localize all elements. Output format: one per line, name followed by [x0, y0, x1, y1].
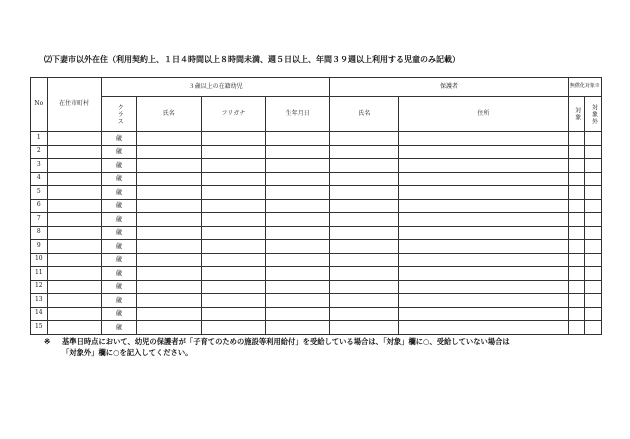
child-name-cell[interactable] [137, 186, 201, 200]
non-target-cell[interactable] [585, 132, 602, 146]
non-target-cell[interactable] [585, 267, 602, 281]
guardian-name-cell[interactable] [330, 240, 399, 254]
city-cell[interactable] [47, 145, 101, 159]
address-cell[interactable] [399, 145, 569, 159]
row-no: 2 [31, 145, 48, 159]
address-cell[interactable] [399, 294, 569, 308]
furigana-cell[interactable] [201, 307, 265, 321]
furigana-cell[interactable] [201, 213, 265, 227]
address-cell[interactable] [399, 253, 569, 267]
class-age-cell[interactable]: 歳 [101, 267, 136, 281]
class-age-cell[interactable]: 歳 [101, 172, 136, 186]
non-target-cell[interactable] [585, 159, 602, 173]
address-cell[interactable] [399, 132, 569, 146]
city-cell[interactable] [47, 267, 101, 281]
table-row [31, 294, 602, 308]
table-row [31, 145, 602, 159]
header-group-child: ３歳以上の在籍幼児 [101, 78, 330, 97]
child-name-cell[interactable] [137, 159, 201, 173]
furigana-cell[interactable] [201, 294, 265, 308]
header-city: 在住市町村 [47, 78, 101, 132]
target-cell[interactable] [568, 267, 585, 281]
target-cell[interactable] [568, 240, 585, 254]
address-cell[interactable] [399, 186, 569, 200]
child-name-cell[interactable] [137, 307, 201, 321]
row-no: 6 [31, 199, 48, 213]
target-cell[interactable] [568, 199, 585, 213]
row-no: 10 [31, 253, 48, 267]
target-cell[interactable] [568, 159, 585, 173]
target-cell[interactable] [568, 213, 585, 227]
city-cell[interactable] [47, 226, 101, 240]
class-age-cell[interactable]: 歳 [101, 280, 136, 294]
table-row [31, 159, 602, 173]
header-group-guardian: 保護者 [330, 78, 568, 97]
non-target-cell[interactable] [585, 213, 602, 227]
address-cell[interactable] [399, 199, 569, 213]
row-no: 3 [31, 159, 48, 173]
child-name-cell[interactable] [137, 253, 201, 267]
child-name-cell[interactable] [137, 280, 201, 294]
row-no: 11 [31, 267, 48, 281]
child-name-cell[interactable] [137, 321, 201, 335]
row-no: 5 [31, 186, 48, 200]
non-target-cell[interactable] [585, 294, 602, 308]
class-age-cell[interactable]: 歳 [101, 199, 136, 213]
non-target-cell[interactable] [585, 199, 602, 213]
city-cell[interactable] [47, 307, 101, 321]
child-name-cell[interactable] [137, 294, 201, 308]
non-target-cell[interactable] [585, 186, 602, 200]
class-age-cell[interactable]: 歳 [101, 321, 136, 335]
birthdate-cell[interactable] [266, 321, 330, 335]
address-cell[interactable] [399, 307, 569, 321]
guardian-name-cell[interactable] [330, 186, 399, 200]
child-name-cell[interactable] [137, 172, 201, 186]
birthdate-cell[interactable] [266, 145, 330, 159]
header-address: 住所 [399, 97, 569, 132]
row-no: 13 [31, 294, 48, 308]
furigana-cell[interactable] [201, 240, 265, 254]
guardian-name-cell[interactable] [330, 226, 399, 240]
header-non-target: 対象外 [585, 97, 602, 132]
note-mark: ※ [44, 337, 51, 346]
target-cell[interactable] [568, 226, 585, 240]
header-furigana: フリガナ [201, 97, 265, 132]
child-name-cell[interactable] [137, 199, 201, 213]
child-registration-table [30, 77, 602, 335]
note-line-2: 「対象外」欄に○を記入してください。 [62, 348, 193, 357]
birthdate-cell[interactable] [266, 307, 330, 321]
guardian-name-cell[interactable] [330, 213, 399, 227]
birthdate-cell[interactable] [266, 253, 330, 267]
furigana-cell[interactable] [201, 267, 265, 281]
birthdate-cell[interactable] [266, 159, 330, 173]
guardian-name-cell[interactable] [330, 267, 399, 281]
target-cell[interactable] [568, 280, 585, 294]
row-no: 12 [31, 280, 48, 294]
row-no: 15 [31, 321, 48, 335]
city-cell[interactable] [47, 186, 101, 200]
child-name-cell[interactable] [137, 213, 201, 227]
non-target-cell[interactable] [585, 253, 602, 267]
address-cell[interactable] [399, 280, 569, 294]
guardian-name-cell[interactable] [330, 172, 399, 186]
address-cell[interactable] [399, 226, 569, 240]
row-no: 9 [31, 240, 48, 254]
table-row [31, 240, 602, 254]
header-birthdate: 生年月日 [266, 97, 330, 132]
header-guardian-name: 氏名 [330, 97, 399, 132]
city-cell[interactable] [47, 240, 101, 254]
table-row [31, 132, 602, 146]
table-row [31, 280, 602, 294]
address-cell[interactable] [399, 267, 569, 281]
child-name-cell[interactable] [137, 226, 201, 240]
non-target-cell[interactable] [585, 226, 602, 240]
section-heading: ⑵下妻市以外在住（利用契約上、１日４時間以上８時間未満、週５日以上、年間３９週以上利用する児童のみ記載） [44, 54, 460, 64]
furigana-cell[interactable] [201, 159, 265, 173]
furigana-cell[interactable] [201, 321, 265, 335]
class-age-cell[interactable]: 歳 [101, 226, 136, 240]
birthdate-cell[interactable] [266, 132, 330, 146]
city-cell[interactable] [47, 213, 101, 227]
table-row [31, 267, 602, 281]
class-age-cell[interactable]: 歳 [101, 213, 136, 227]
row-no: 8 [31, 226, 48, 240]
city-cell[interactable] [47, 280, 101, 294]
city-cell[interactable] [47, 132, 101, 146]
furigana-cell[interactable] [201, 226, 265, 240]
target-cell[interactable] [568, 145, 585, 159]
class-age-cell[interactable]: 歳 [101, 240, 136, 254]
furigana-cell[interactable] [201, 132, 265, 146]
guardian-name-cell[interactable] [330, 145, 399, 159]
city-cell[interactable] [47, 294, 101, 308]
row-no: 4 [31, 172, 48, 186]
child-name-cell[interactable] [137, 240, 201, 254]
class-age-cell[interactable]: 歳 [101, 307, 136, 321]
class-age-cell[interactable]: 歳 [101, 186, 136, 200]
birthdate-cell[interactable] [266, 172, 330, 186]
birthdate-cell[interactable] [266, 186, 330, 200]
address-cell[interactable] [399, 159, 569, 173]
class-age-cell[interactable]: 歳 [101, 253, 136, 267]
target-cell[interactable] [568, 186, 585, 200]
furigana-cell[interactable] [201, 172, 265, 186]
table-row [31, 321, 602, 335]
target-cell[interactable] [568, 253, 585, 267]
guardian-name-cell[interactable] [330, 132, 399, 146]
address-cell[interactable] [399, 321, 569, 335]
target-cell[interactable] [568, 294, 585, 308]
non-target-cell[interactable] [585, 321, 602, 335]
birthdate-cell[interactable] [266, 213, 330, 227]
non-target-cell[interactable] [585, 145, 602, 159]
table-row [31, 253, 602, 267]
guardian-name-cell[interactable] [330, 280, 399, 294]
furigana-cell[interactable] [201, 186, 265, 200]
header-target: 対象 [568, 97, 585, 132]
class-age-cell[interactable]: 歳 [101, 294, 136, 308]
address-cell[interactable] [399, 172, 569, 186]
birthdate-cell[interactable] [266, 280, 330, 294]
furigana-cell[interactable] [201, 199, 265, 213]
address-cell[interactable] [399, 213, 569, 227]
birthdate-cell[interactable] [266, 226, 330, 240]
header-no: No [31, 78, 48, 132]
non-target-cell[interactable] [585, 240, 602, 254]
class-age-cell[interactable]: 歳 [101, 159, 136, 173]
city-cell[interactable] [47, 172, 101, 186]
header-class: クラス [101, 97, 136, 132]
birthdate-cell[interactable] [266, 294, 330, 308]
table-row [31, 213, 602, 227]
header-group-free: 無償化対象※ [568, 78, 601, 97]
non-target-cell[interactable] [585, 280, 602, 294]
city-cell[interactable] [47, 321, 101, 335]
class-age-cell[interactable]: 歳 [101, 132, 136, 146]
row-no: 14 [31, 307, 48, 321]
target-cell[interactable] [568, 172, 585, 186]
target-cell[interactable] [568, 307, 585, 321]
row-no: 7 [31, 213, 48, 227]
header-child-name: 氏名 [137, 97, 201, 132]
guardian-name-cell[interactable] [330, 307, 399, 321]
target-cell[interactable] [568, 321, 585, 335]
address-cell[interactable] [399, 240, 569, 254]
guardian-name-cell[interactable] [330, 253, 399, 267]
non-target-cell[interactable] [585, 307, 602, 321]
child-name-cell[interactable] [137, 132, 201, 146]
non-target-cell[interactable] [585, 172, 602, 186]
guardian-name-cell[interactable] [330, 294, 399, 308]
target-cell[interactable] [568, 132, 585, 146]
furigana-cell[interactable] [201, 280, 265, 294]
furigana-cell[interactable] [201, 253, 265, 267]
table-row [31, 307, 602, 321]
table-row [31, 186, 602, 200]
note-line-1: 基準日時点において、幼児の保護者が「子育てのための施設等利用給付」を受給している場合は、「対象」欄に○、受給していない場合は [62, 337, 510, 346]
city-cell[interactable] [47, 199, 101, 213]
guardian-name-cell[interactable] [330, 199, 399, 213]
birthdate-cell[interactable] [266, 240, 330, 254]
birthdate-cell[interactable] [266, 267, 330, 281]
city-cell[interactable] [47, 159, 101, 173]
row-no: 1 [31, 132, 48, 146]
footnote [44, 336, 602, 358]
birthdate-cell[interactable] [266, 199, 330, 213]
guardian-name-cell[interactable] [330, 159, 399, 173]
child-name-cell[interactable] [137, 145, 201, 159]
guardian-name-cell[interactable] [330, 321, 399, 335]
child-name-cell[interactable] [137, 267, 201, 281]
table-row [31, 226, 602, 240]
furigana-cell[interactable] [201, 145, 265, 159]
table-row [31, 199, 602, 213]
class-age-cell[interactable]: 歳 [101, 145, 136, 159]
city-cell[interactable] [47, 253, 101, 267]
table-row [31, 172, 602, 186]
